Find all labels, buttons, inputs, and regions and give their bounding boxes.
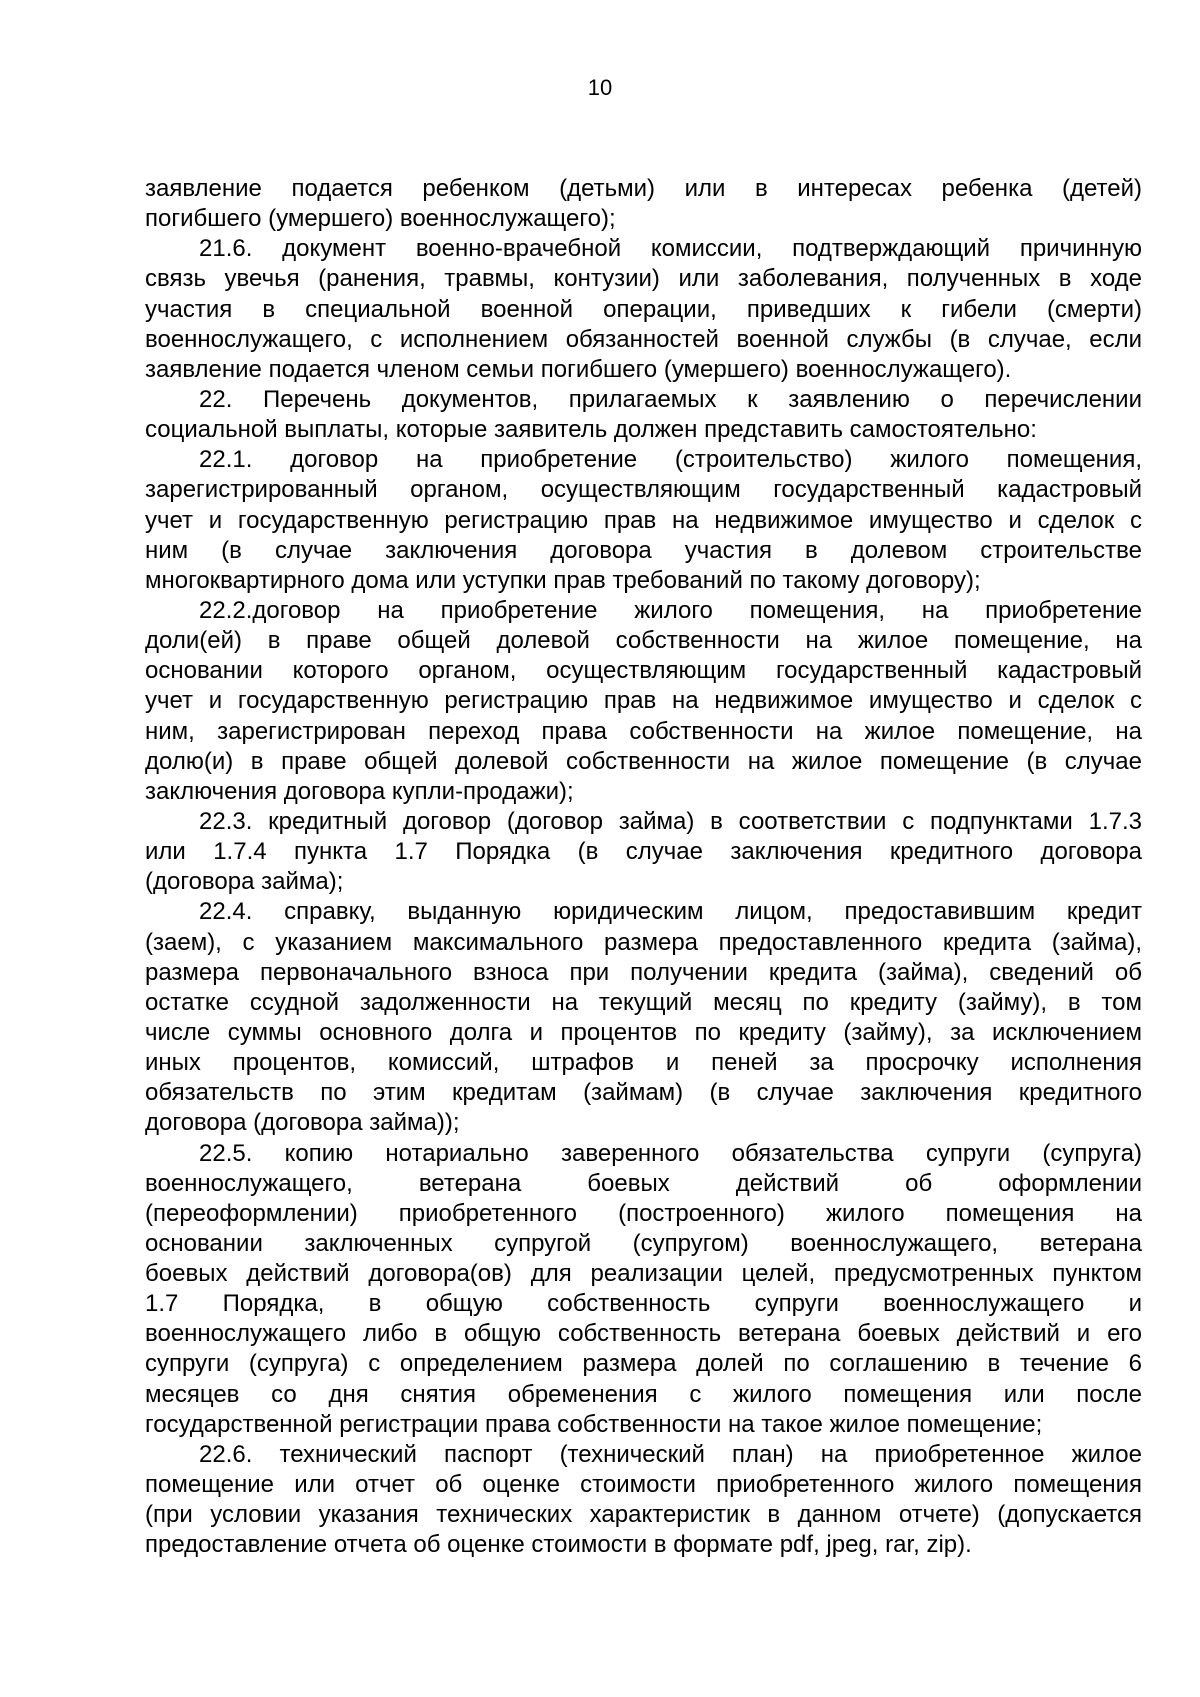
text-line: основании которого органом, осуществляющим государственный кадастровый <box>145 657 1142 685</box>
text-line: учет и государственную регистрацию прав на недвижимое имущество и сделок с <box>145 687 1142 715</box>
paragraph-p22-6 <box>145 1440 1142 1561</box>
text-line: ним (в случае заключения договора участия в долевом строительстве <box>145 536 1142 564</box>
text-line: участия в специальной военной операции, приведших к гибели (смерти) <box>145 295 1142 323</box>
text-line: заключения договора купли-продажи); <box>145 777 574 805</box>
text-line: обязательств по этим кредитам (займам) (в случае заключения кредитного <box>145 1079 1142 1107</box>
text-line: учет и государственную регистрацию прав на недвижимое имущество и сделок с <box>145 506 1142 534</box>
text-line: или 1.7.4 пункта 1.7 Порядка (в случае заключения кредитного договора <box>145 838 1142 866</box>
text-line: (при условии указания технических характеристик в данном отчете) (допускается <box>145 1501 1142 1529</box>
text-line: (переоформлении) приобретенного (построенного) жилого помещения на <box>145 1199 1142 1227</box>
text-line: 22.6. технический паспорт (технический план) на приобретенное жилое <box>199 1440 1142 1468</box>
paragraph-cont <box>145 174 1142 234</box>
text-line: многоквартирного дома или уступки прав требований по такому договору); <box>145 566 981 594</box>
text-line: 22. Перечень документов, прилагаемых к заявлению о перечислении <box>199 385 1142 413</box>
text-line: военнослужащего, с исполнением обязанностей военной службы (в случае, если <box>145 325 1142 353</box>
text-line: предоставление отчета об оценке стоимости в формате pdf, jpeg, rar, zip). <box>145 1531 972 1559</box>
text-line: размера первоначального взноса при получении кредита (займа), сведений об <box>145 958 1142 986</box>
text-line: боевых действий договора(ов) для реализации целей, предусмотренных пунктом <box>145 1260 1142 1288</box>
paragraph-p21-6 <box>145 234 1142 385</box>
text-line: социальной выплаты, которые заявитель должен представить самостоятельно: <box>145 416 1037 444</box>
paragraph-p22-2 <box>145 596 1142 807</box>
paragraph-p22 <box>145 385 1142 445</box>
paragraph-p22-3 <box>145 807 1142 897</box>
text-line: основании заключенных супругой (супругом) военнослужащего, ветерана <box>145 1229 1142 1257</box>
text-line: погибшего (умершего) военнослужащего); <box>145 205 616 233</box>
text-line: супруги (супруга) с определением размера долей по соглашению в течение 6 <box>145 1350 1142 1378</box>
text-line: иных процентов, комиссий, штрафов и пеней за просрочку исполнения <box>145 1049 1142 1077</box>
text-line: заявление подается членом семьи погибшего (умершего) военнослужащего). <box>145 355 1012 383</box>
paragraph-p22-4 <box>145 897 1142 1138</box>
text-line: (договора займа); <box>145 868 344 896</box>
text-line: военнослужащего либо в общую собственность ветерана боевых действий и его <box>145 1320 1142 1348</box>
text-line: 21.6. документ военно-врачебной комиссии, подтверждающий причинную <box>199 235 1142 263</box>
text-line: числе суммы основного долга и процентов по кредиту (займу), за исключением <box>145 1018 1142 1046</box>
text-line: помещение или отчет об оценке стоимости приобретенного жилого помещения <box>145 1471 1142 1499</box>
text-line: 22.5. копию нотариально заверенного обязательства супруги (супруга) <box>199 1139 1142 1167</box>
text-line: 22.4. справку, выданную юридическим лицом, предоставившим кредит <box>199 898 1142 926</box>
text-line: (заем), с указанием максимального размера предоставленного кредита (займа), <box>145 928 1142 956</box>
text-line: зарегистрированный органом, осуществляющим государственный кадастровый <box>145 476 1142 504</box>
document-body <box>145 174 1142 1560</box>
text-line: ним, зарегистрирован переход права собственности на жилое помещение, на <box>145 717 1142 745</box>
text-line: месяцев со дня снятия обременения с жилого помещения или после <box>145 1380 1142 1408</box>
paragraph-p22-1 <box>145 445 1142 596</box>
text-line: военнослужащего, ветерана боевых действий об оформлении <box>145 1169 1142 1197</box>
text-line: 22.2.договор на приобретение жилого помещения, на приобретение <box>199 596 1142 624</box>
text-line: 22.3. кредитный договор (договор займа) в соответствии с подпунктами 1.7.3 <box>199 807 1142 835</box>
page-number: 10 <box>587 75 613 100</box>
text-line: 22.1. договор на приобретение (строительство) жилого помещения, <box>199 446 1142 474</box>
text-line: связь увечья (ранения, травмы, контузии) или заболевания, полученных в ходе <box>145 265 1142 293</box>
text-line: договора (договора займа)); <box>145 1109 460 1137</box>
text-line: остатке ссудной задолженности на текущий месяц по кредиту (займу), в том <box>145 988 1142 1016</box>
text-line: заявление подается ребенком (детьми) или в интересах ребенка (детей) <box>145 175 1142 202</box>
text-line: 1.7 Порядка, в общую собственность супруги военнослужащего и <box>145 1290 1142 1318</box>
text-line: доли(ей) в праве общей долевой собственности на жилое помещение, на <box>145 627 1142 655</box>
text-line: долю(и) в праве общей долевой собственности на жилое помещение (в случае <box>145 747 1142 775</box>
paragraph-p22-5 <box>145 1139 1142 1440</box>
text-line: государственной регистрации права собственности на такое жилое помещение; <box>145 1410 1043 1438</box>
